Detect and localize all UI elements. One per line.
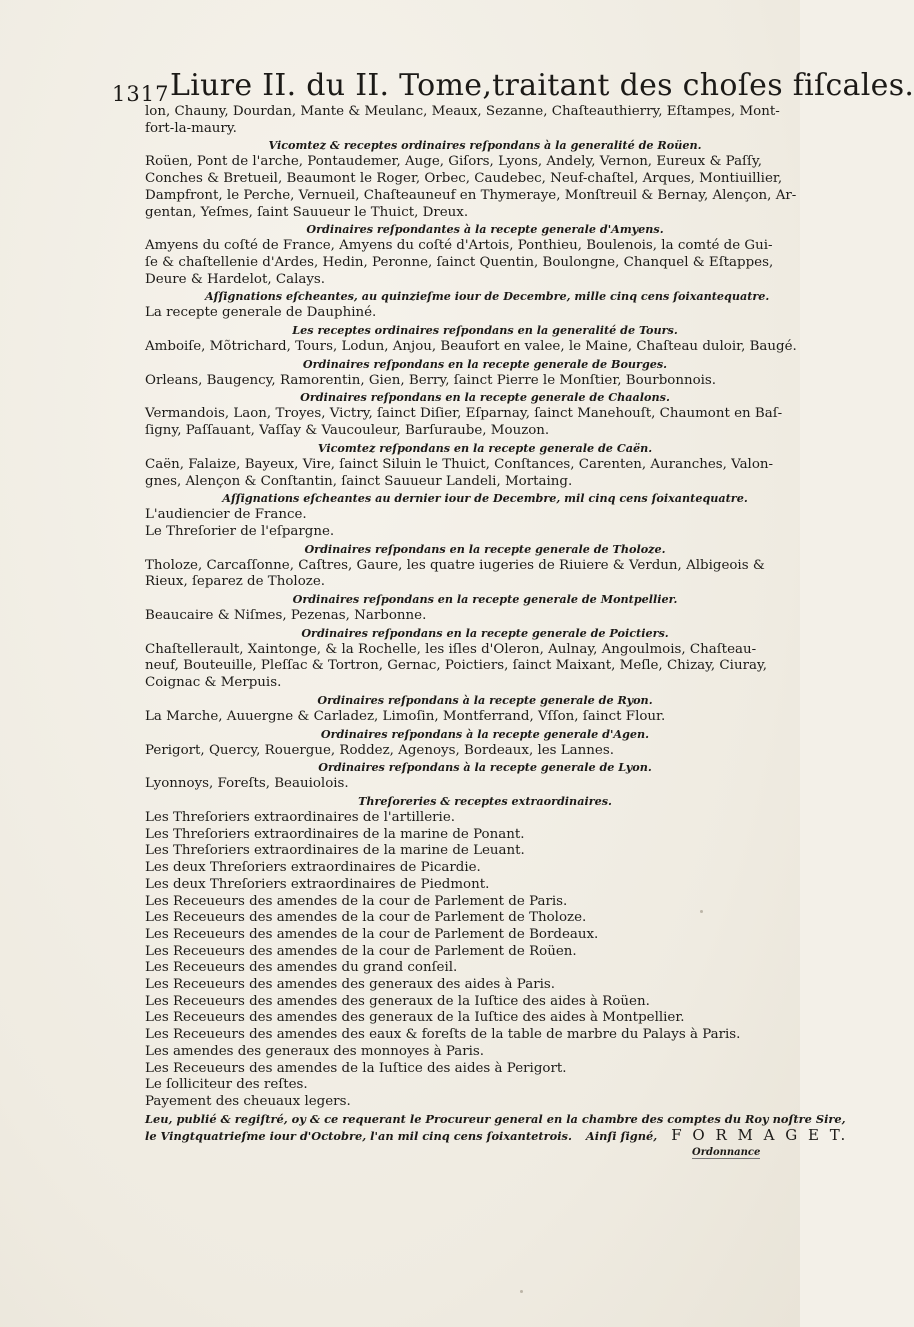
text-line: fort-la-maury. [145,120,237,136]
section-heading: Ordinaires reſpondans en la recepte generale de Tholoze. [304,541,666,556]
text-line: Les Threſoriers extraordinaires de l'artillerie. [145,809,456,825]
text-line: Dampfront, le Perche, Vernueil, Chaſteauneuf en Thymeraye, Monſtreuil & Bernay, Alençon, Ar- [145,187,797,203]
text-line: Les deux Threſoriers extraordinaires de Piedmont. [145,876,490,892]
text-line: Les Threſoriers extraordinaires de la marine de Leuant. [145,843,525,859]
section-heading: Ordinaires reſpondans en la recepte generale de Montpellier. [292,592,678,607]
text-line: Tholoze, Carcaſſonne, Caſtres, Gaure, les quatre iugeries de Riuiere & Verdun, Albigeois & [145,557,765,573]
text-line: Les Receueurs des amendes de la cour de Parlement de Roüen. [145,943,577,959]
text-line: Beaucaire & Niſmes, Pezenas, Narbonne. [145,608,427,624]
text-line: Caën, Falaize, Bayeux, Vire, ſainct Siluin le Thuict, Conſtances, Carenten, Auranches, Valon- [145,456,774,472]
section-heading: Threſoreries & receptes extraordinaires. [358,793,612,808]
closing-date: le Vingtquatrieſme iour d'Octobre, l'an mil cinq cens ſoixantetrois. [145,1129,572,1144]
section-heading: Vicomtez & receptes ordinaires reſpondans à la generalité de Roüen. [268,138,702,153]
text-line: Les Receueurs des amendes de la cour de Parlement de Tholoze. [145,910,587,926]
text-line: L'audiencier de France. [145,507,307,523]
text-line: Amboiſe, Mõtrichard, Tours, Lodun, Anjou, Beaufort en valee, le Maine, Chaſteau duloir, Baugé. [145,339,797,355]
section-heading: Ordinaires reſpondantes à la recepte generale d'Amyens. [306,222,664,237]
text-line: Coignac & Merpuis. [145,675,282,691]
page-header [108,60,914,106]
text-line: ſigny, Paſſauant, Vaſſay & Vaucouleur, Barſuraube, Mouzon. [145,423,550,439]
text-line: Les Receueurs des amendes des generaux des aides à Paris. [145,977,556,993]
text-line: Payement des cheuaux legers. [145,1093,351,1109]
paper-speck [520,1290,523,1293]
signature: F O R M A G E T. [671,1126,849,1145]
text-line: Les Threſoriers extraordinaires de la marine de Ponant. [145,826,525,842]
section-heading: Ordinaires reſpondans en la recepte generale de Chaalons. [300,390,670,405]
section-heading: Ordinaires reſpondans en la recepte generale de Bourges. [302,356,668,371]
text-line: Les Receueurs des amendes de la cour de Parlement de Bordeaux. [145,926,599,942]
text-line: Deure & Hardelot, Calays. [145,271,326,287]
text-line: Lyonnoys, Foreſts, Beauiolois. [145,776,349,792]
text-body [145,104,849,1145]
text-line: Rieux, ſeparez de Tholoze. [145,574,326,590]
text-line: ſe & chaſtellenie d'Ardes, Hedin, Peronne, ſainct Quentin, Boulongne, Chanquel & Eſtappes, [145,254,774,270]
text-line: Amyens du coſté de France, Amyens du coſté d'Artois, Ponthieu, Boulenois, la comté de Gui- [145,238,773,254]
closing-line: Leu, publié & regiſtré, oy & ce requerant le Procureur general en la chambre des comptes du Roy noſtre Sire, [145,1111,846,1126]
text-line: Orleans, Baugency, Ramorentin, Gien, Berry, ſainct Pierre le Monſtier, Bourbonnois. [145,372,717,388]
section-heading: Les receptes ordinaires reſpondans en la generalité de Tours. [292,323,678,338]
text-line: Les Receueurs des amendes du grand conſeil. [145,960,458,976]
signed-label: Ainſi ſigné, [585,1129,658,1144]
running-title: Liure II. du II. Tome,traitant des choſes fiſcales. [170,68,914,103]
text-line: Conches & Bretueil, Beaumont le Roger, Orbec, Caudebec, Neuf-chaſtel, Arques, Montiuillier, [145,171,783,187]
text-line: La Marche, Auuergne & Carladez, Limoſin, Montferrand, Vſſon, ſainct Flour. [145,708,666,724]
section-heading: Ordinaires reſpondans à la recepte generale d'Agen. [320,726,650,741]
text-line: neuf, Bouteuille, Pleſſac & Tortron, Gernac, Poictiers, ſainct Maixant, Meſle, Chizay, Ciuray, [145,658,768,674]
section-heading: Vicomtez reſpondans en la recepte generale de Caën. [317,440,653,455]
text-line: Les deux Threſoriers extraordinaires de Picardie. [145,860,481,876]
section-heading: Ordinaires reſpondans en la recepte generale de Poictiers. [301,625,669,640]
text-line: Perigort, Quercy, Rouergue, Roddez, Agenoys, Bordeaux, les Lannes. [145,742,614,758]
text-line: La recepte generale de Dauphiné. [145,305,377,321]
text-line: Les Receueurs des amendes des generaux de la Iuſtice des aides à Montpellier. [145,1010,685,1026]
text-line: Le Threſorier de l'eſpargne. [145,523,335,539]
section-heading: Aſſignations eſcheantes au dernier iour de Decembre, mil cinq cens ſoixantequatre. [222,491,748,506]
section-heading: Ordinaires reſpondans à la recepte generale de Lyon. [318,760,652,775]
paper-speck [700,910,703,913]
section-heading: Ordinaires reſpondans à la recepte generale de Ryon. [317,692,653,707]
text-line: Les Receueurs des amendes des eaux & foreſts de la table de marbre du Palays à Paris. [145,1027,741,1043]
text-line: gentan, Yeſmes, ſaint Sauueur le Thuict, Dreux. [145,204,469,220]
text-line: Les Receueurs des amendes des generaux de la Iuſtice des aides à Roüen. [145,993,650,1009]
section-heading: Aſſignations eſcheantes, au quinzieſme iour de Decembre, mille cinq cens ſoixantequatre. [205,289,770,304]
closing-line-2 [145,1126,849,1145]
text-line: Les Receueurs des amendes de la Iuſtice des aides à Perigort. [145,1060,567,1076]
text-line: Chaſtellerault, Xaintonge, & la Rochelle, les iſles d'Oleron, Aulnay, Angoulmois, Chaſteau- [145,641,757,657]
page-number: 1317 [112,82,170,106]
text-line: Roüen, Pont de l'arche, Pontaudemer, Auge, Giſors, Lyons, Andely, Vernon, Eureux & Paſſy, [145,154,763,170]
text-line: Vermandois, Laon, Troyes, Victry, ſainct Diſier, Eſparnay, ſainct Manehouſt, Chaumont en Baſ- [145,406,783,422]
text-line: lon, Chauny, Dourdan, Mante & Meulanc, Meaux, Sezanne, Chaſteauthierry, Eſtampes, Mont- [145,104,780,119]
text-line: gnes, Alençon & Conſtantin, ſainct Sauueur Landeli, Mortaing. [145,473,573,489]
text-line: Les Receueurs des amendes de la cour de Parlement de Paris. [145,893,568,909]
text-line: Les amendes des generaux des monnoyes à Paris. [145,1043,485,1059]
catchword: Ordonnance [692,1147,761,1158]
text-line: Le ſolliciteur des reſtes. [145,1077,308,1093]
